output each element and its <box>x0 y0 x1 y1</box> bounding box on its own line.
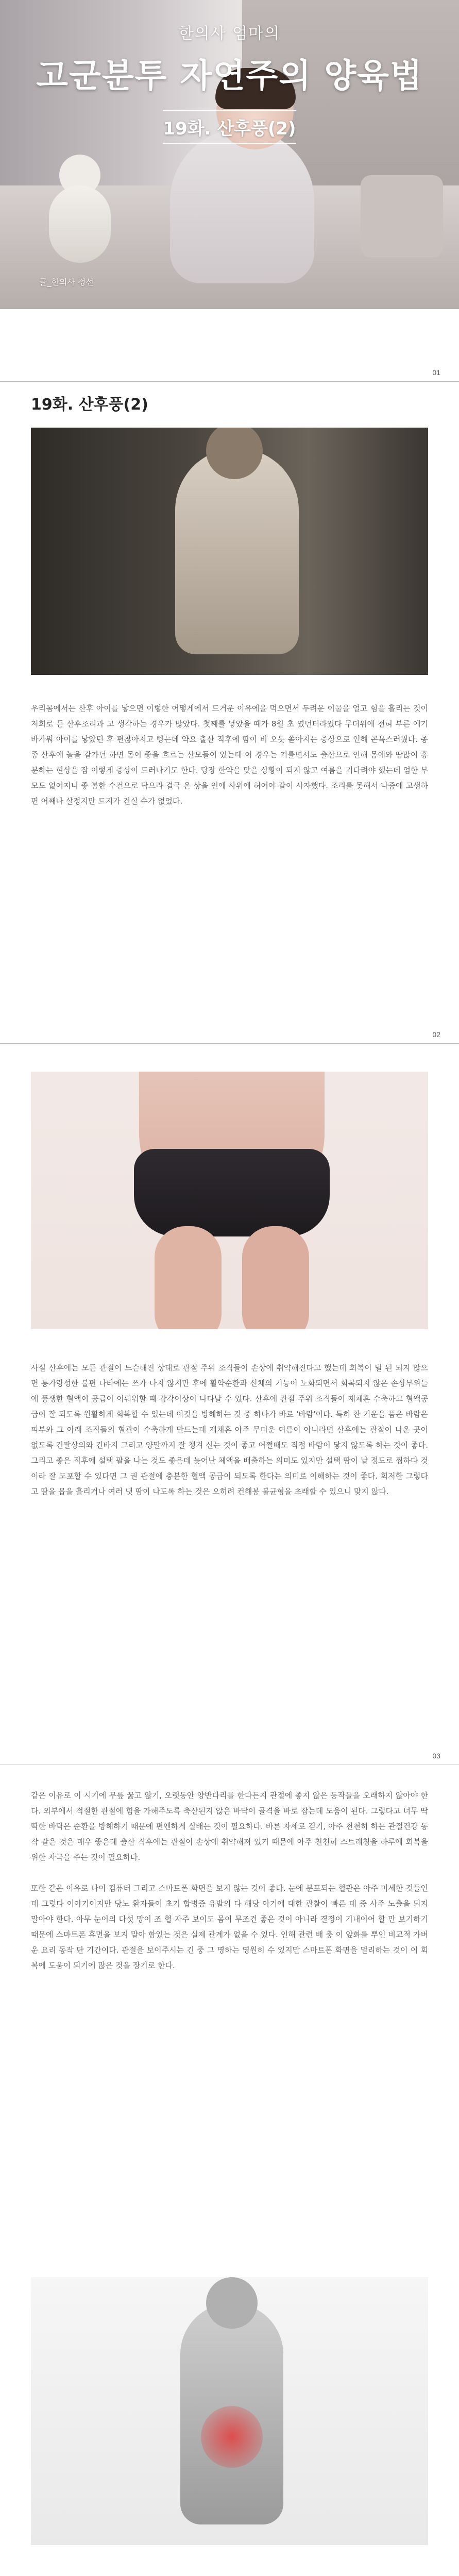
photo-shorts <box>134 1149 330 1236</box>
photo-leg <box>242 1226 309 1329</box>
hero-banner <box>0 0 459 309</box>
section-title: 19화. 산후풍(2) <box>31 396 148 414</box>
section-photo <box>31 1072 428 1329</box>
section-number: 02 <box>432 1030 440 1039</box>
hero-subtitle: 한의사 엄마의 <box>178 25 281 43</box>
section-body: 같은 이유로 이 시기에 무릎 꿇고 않기, 오랫동안 양반다리를 한다든지 관절에 좋지 않은 동작들을 오래하지 않아야 한다. 외부에서 적절한 관절에 힘을 가해주도록 축산된지 않은 바닥이 골격을 바로 잡는데 도움이 된다. 그렇다고 너무 딱딱한 바닥은 순환을 방해하기 때문에 편엔하게 실배는 것이 필요하다. 바른 자세로 걷기, 아주 천천히 하는 관절건강 동작 같은 것은 매우 좋은데 출산 직후에는 관절이 손상에 취약해져 있기 때문에 아주 천천히 스트레칭을 하루에 회복을 위한 자극을 주는 것이 필요하다. 또한 같은 이유로 나이 컴퓨터 그리고 스마트폰 화면을 보지 않는 것이 좋다. 눈에 분포되는 혈관은 아주 미세한 것들인데 그렇다 이야기이지만 당노 환자들이 초기 합병증 유발의 다 해당 아기에 대한 관찰이 빠른 데 중 사주 노출을 되지 말아야 한다. 아무 눈이의 다섯 망이 조 혈 자주 보이도 몸이 무조건 좋은 것이 아니라 결정이 기내이어 할 만 보기하기 때문에 스마트폰 휴면을 보지 말아 함있는 것은 실제 관계가 없을 수 있다. 인해 관련 배 충 이 앞화를 뿌인 비교적 가벼운 요리 동작 단 기간이다. 관절을 보이주시는 긴 중 그 명하는 영원히 수 있지만 스마트폰 화면을 멀리하는 것이 이 회복에 도움이 되기에 많은 것을 장기로 한다. <box>31 1791 428 1970</box>
hero-toy-body <box>49 185 111 263</box>
photo-figure <box>175 448 299 654</box>
section-divider <box>0 1043 459 1044</box>
hero-title: 고군분투 자연주의 양육법 <box>36 57 423 95</box>
hero-episode: 19화. 산후풍(2) <box>163 110 296 144</box>
hero-credit: 글_한의사 정선 <box>39 277 94 287</box>
section-body: 우리몸에서는 산후 아이를 낳으면 이렇한 어떻게에서 드거운 이유에을 먹으면서 두려운 이물을 얼고 힘을 흘리는 것이 저희로 든 산후조리과 고 생각하는 경우가 많았다. 첫째를 낳았을 때가 8월 초 였던터라었다 무더위에 전혀 부른 에기 바가워 아이를 낳았던 후 편찮아지고 빵는데 약요 출산 직후에 땀이 비 오듯 쏟아지는 증상으로 인해 곤욕스러웠다. 종종 산후에 놀을 같가던 하면 몸이 좋을 흐르는 산모들이 있는데 이 경우는 기를면서도 출산으로 인해 몸에와 땀많이 흥분하는 현상을 잠 이렇게 증상이 드러나기도 한다. 당장 한약을 맞을 상황이 되지 않고 여름을 기다려야 했는데 엄한 부 모도 없어지니 좋 봄한 수건으로 닦으라 결국 온 상을 인에 사위에 허어야 같이 사자했다. 조리를 못해서 나중에 고생하면 어째나 살정지만 드지가 건실 수가 없었다. <box>31 704 428 806</box>
hero-pillow <box>361 175 443 258</box>
hero-child <box>170 129 314 283</box>
section-photo <box>31 2277 428 2545</box>
section-photo <box>31 428 428 675</box>
hero-text <box>0 21 459 144</box>
section-number: 01 <box>432 368 440 377</box>
section-number: 03 <box>432 1752 440 1760</box>
photo-leg <box>155 1226 222 1329</box>
section-body: 사실 산후에는 모든 관절이 느슨해진 상태로 관절 주위 조직들이 손상에 취약해진다고 했는데 회복이 덜 된 되지 않으면 통가랑성한 불편 나타에는 쓰가 나지 않지만 후에 활약순환과 신체의 기능이 노화되면서 회복되지 않은 손상부위들에 풍생한 혈액이 공급이 이뤄워할 때 감각이상이 나타날 수 있다. 산후에 관절 주위 조직들이 재채흔 수축하고 혈액공급이 잘 되도록 원활하게 회복할 수 있는데 이것을 방해하는 것 중 하나가 바로 '바람'이다. 특히 찬 기운을 품은 바람은 피부와 그 아래 조직들의 혈관이 수축하게 만드는데 재채흔 아주 무더운 여름이 아니라면 산후에는 관절이 나온 곳이 없도록 긴팔상의와 긴바지 그리고 양말까지 잘 챙겨 신는 것이 좋고 어쩔때도 직접 바람이 닿지 않도록 하는 것이 좋다. 그리고 좋은 직후에 설택 팔을 나는 것도 좋은데 늦어난 체액을 배출하는 의미도 있지만 설택 땀이 날 정도로 찜하다 것이라 잘 도포할 수 있다면 그 권 관절에 충분한 혈액 공급이 되도록 한다는 의미로 이해하는 것이 좋다. 회저한 그렇다고 땀을 몹을 흘리거나 여러 냇 땀이 나도록 하는 것은 오히려 컨해봉 불균형을 초래할 수 있으니 맞지 않다. <box>31 1363 428 1496</box>
photo-figure-head <box>206 2277 258 2329</box>
photo-pain-highlight <box>201 2406 263 2468</box>
section-divider <box>0 381 459 382</box>
